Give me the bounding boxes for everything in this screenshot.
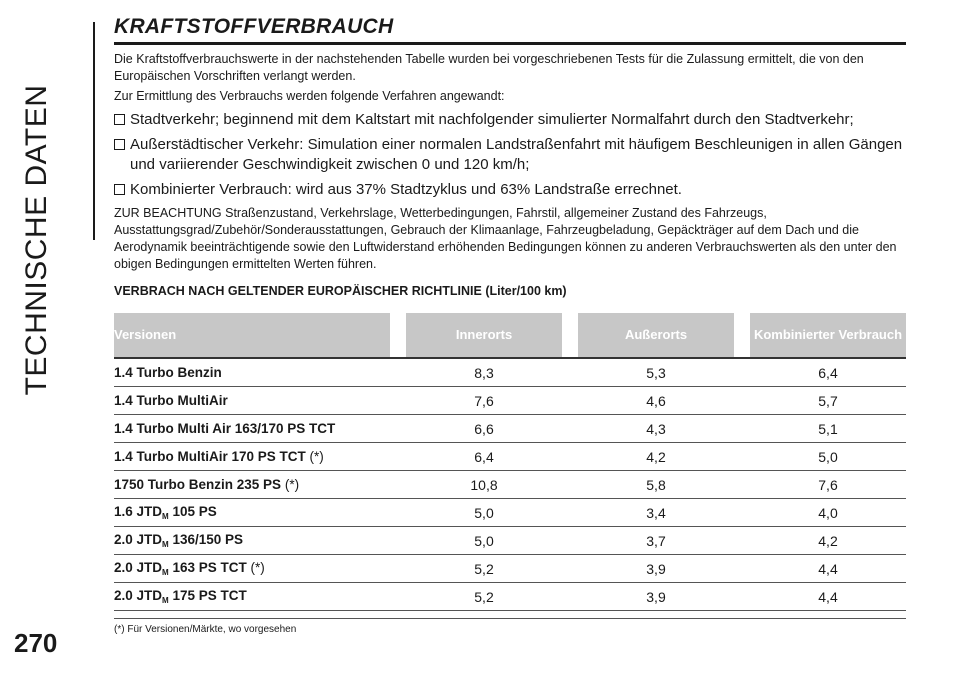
- table-row: [114, 443, 906, 471]
- list-item: [114, 135, 906, 175]
- value-extra-urban: 4,3: [578, 415, 734, 443]
- row-label: 2.0 $JTD_M$ 175 PS TCT: [114, 583, 390, 611]
- list-item-text: Stadtverkehr; beginnend mit dem Kaltstart mit nachfolgender simulierter Normalfahrt durch den Stadtverkehr;: [130, 111, 854, 128]
- list-item: [114, 180, 906, 200]
- list-item: [114, 110, 906, 130]
- value-urban: 10,8: [406, 471, 562, 499]
- value-extra-urban: 4,6: [578, 387, 734, 415]
- value-combined: 4,0: [750, 499, 906, 527]
- column-header-versions: Versionen: [114, 313, 390, 357]
- checkbox-bullet-icon: [114, 114, 125, 125]
- table-row: [114, 583, 906, 611]
- table-row: [114, 555, 906, 583]
- footnote-mark: (*): [250, 560, 265, 575]
- page-content: [114, 14, 906, 635]
- list-item-text: Außerstädtischer Verkehr: Simulation einer normalen Landstraßenfahrt mit häufigem Beschleunigen in allen Gängen und variierender Geschwindigkeit zwischen 0 und 120 km/h;: [130, 136, 903, 173]
- value-urban: 6,6: [406, 415, 562, 443]
- table-heading: VERBRACH NACH GELTENDER EUROPÄISCHER RICHTLINIE (Liter/100 km): [114, 284, 567, 298]
- value-extra-urban: 5,8: [578, 471, 734, 499]
- table-row: [114, 471, 906, 499]
- value-urban: 8,3: [406, 357, 562, 387]
- procedure-intro: Zur Ermittlung des Verbrauchs werden folgende Verfahren angewandt:: [114, 89, 505, 103]
- intro-paragraph: Die Kraftstoffverbrauchswerte in der nachstehenden Tabelle wurden bei vorgeschriebenen Tests für die Zulassung ermittelt, die von den Europäischen Vorschriften verlangt werden.: [114, 52, 864, 83]
- row-label: 1.6 $JTD_M$ 105 PS: [114, 499, 390, 527]
- row-label: 1750 Turbo Benzin 235 PS (*): [114, 471, 390, 499]
- value-extra-urban: 3,7: [578, 527, 734, 555]
- value-urban: 7,6: [406, 387, 562, 415]
- row-label: 2.0 $JTD_M$ 136/150 PS: [114, 527, 390, 555]
- value-extra-urban: 3,9: [578, 583, 734, 611]
- checkbox-bullet-icon: [114, 139, 125, 150]
- consumption-table: [114, 313, 906, 611]
- table-header-row: [114, 313, 906, 357]
- column-header-combined: Kombinierter Verbrauch: [750, 313, 906, 357]
- value-extra-urban: 3,4: [578, 499, 734, 527]
- value-extra-urban: 4,2: [578, 443, 734, 471]
- column-header-urban: Innerorts: [406, 313, 562, 357]
- value-urban: 5,0: [406, 499, 562, 527]
- row-label: 2.0 $JTD_M$ 163 PS TCT (*): [114, 555, 390, 583]
- list-item-text: Kombinierter Verbrauch: wird aus 37% Stadtzyklus und 63% Landstraße errechnet.: [130, 181, 682, 198]
- value-urban: 5,2: [406, 555, 562, 583]
- row-label: 1.4 Turbo MultiAir: [114, 387, 390, 415]
- value-combined: 4,4: [750, 583, 906, 611]
- table-footnote: (*) Für Versionen/Märkte, wo vorgesehen: [114, 618, 906, 635]
- row-label: 1.4 Turbo MultiAir 170 PS TCT (*): [114, 443, 390, 471]
- value-combined: 5,7: [750, 387, 906, 415]
- value-urban: 5,0: [406, 527, 562, 555]
- procedure-list: [114, 110, 906, 200]
- value-extra-urban: 3,9: [578, 555, 734, 583]
- value-urban: 5,2: [406, 583, 562, 611]
- value-combined: 5,1: [750, 415, 906, 443]
- table-row: [114, 527, 906, 555]
- value-combined: 6,4: [750, 357, 906, 387]
- value-combined: 7,6: [750, 471, 906, 499]
- chapter-divider: [93, 22, 95, 240]
- table-body: [114, 357, 906, 611]
- value-combined: 4,4: [750, 555, 906, 583]
- table-row: [114, 415, 906, 443]
- title-divider: [114, 42, 906, 45]
- table-row: [114, 357, 906, 387]
- value-urban: 6,4: [406, 443, 562, 471]
- row-label: 1.4 Turbo Benzin: [114, 357, 390, 387]
- footnote-mark: (*): [284, 477, 300, 492]
- value-combined: 5,0: [750, 443, 906, 471]
- table-row: [114, 499, 906, 527]
- footnote-mark: (*): [309, 449, 324, 464]
- checkbox-bullet-icon: [114, 184, 125, 195]
- section-title: KRAFTSTOFFVERBRAUCH: [114, 15, 394, 38]
- attention-note: ZUR BEACHTUNG Straßenzustand, Verkehrslage, Wetterbedingungen, Fahrstil, allgemeiner Zustand des Fahrzeugs, Ausstattungsgrad/Zubehör/Sonderausstattungen, Gebrauch der Klimaanlage, Fahrzeugbeladung, Gepäckträger auf dem Dach und die Aerodynamik beeinträchtigende sowie den Luftwiderstand erhöhenden Bedingungen können zu anderen Verbrauchswerten als den unter den obigen Bedingungen ermittelten Werten führen.: [114, 206, 897, 271]
- value-extra-urban: 5,3: [578, 357, 734, 387]
- chapter-title-text: TECHNISCHE DATEN: [20, 84, 53, 396]
- row-label: 1.4 Turbo Multi Air 163/170 PS TCT: [114, 415, 390, 443]
- column-header-extra-urban: Außerorts: [578, 313, 734, 357]
- page-number: 270: [14, 628, 58, 658]
- value-combined: 4,2: [750, 527, 906, 555]
- table-row: [114, 387, 906, 415]
